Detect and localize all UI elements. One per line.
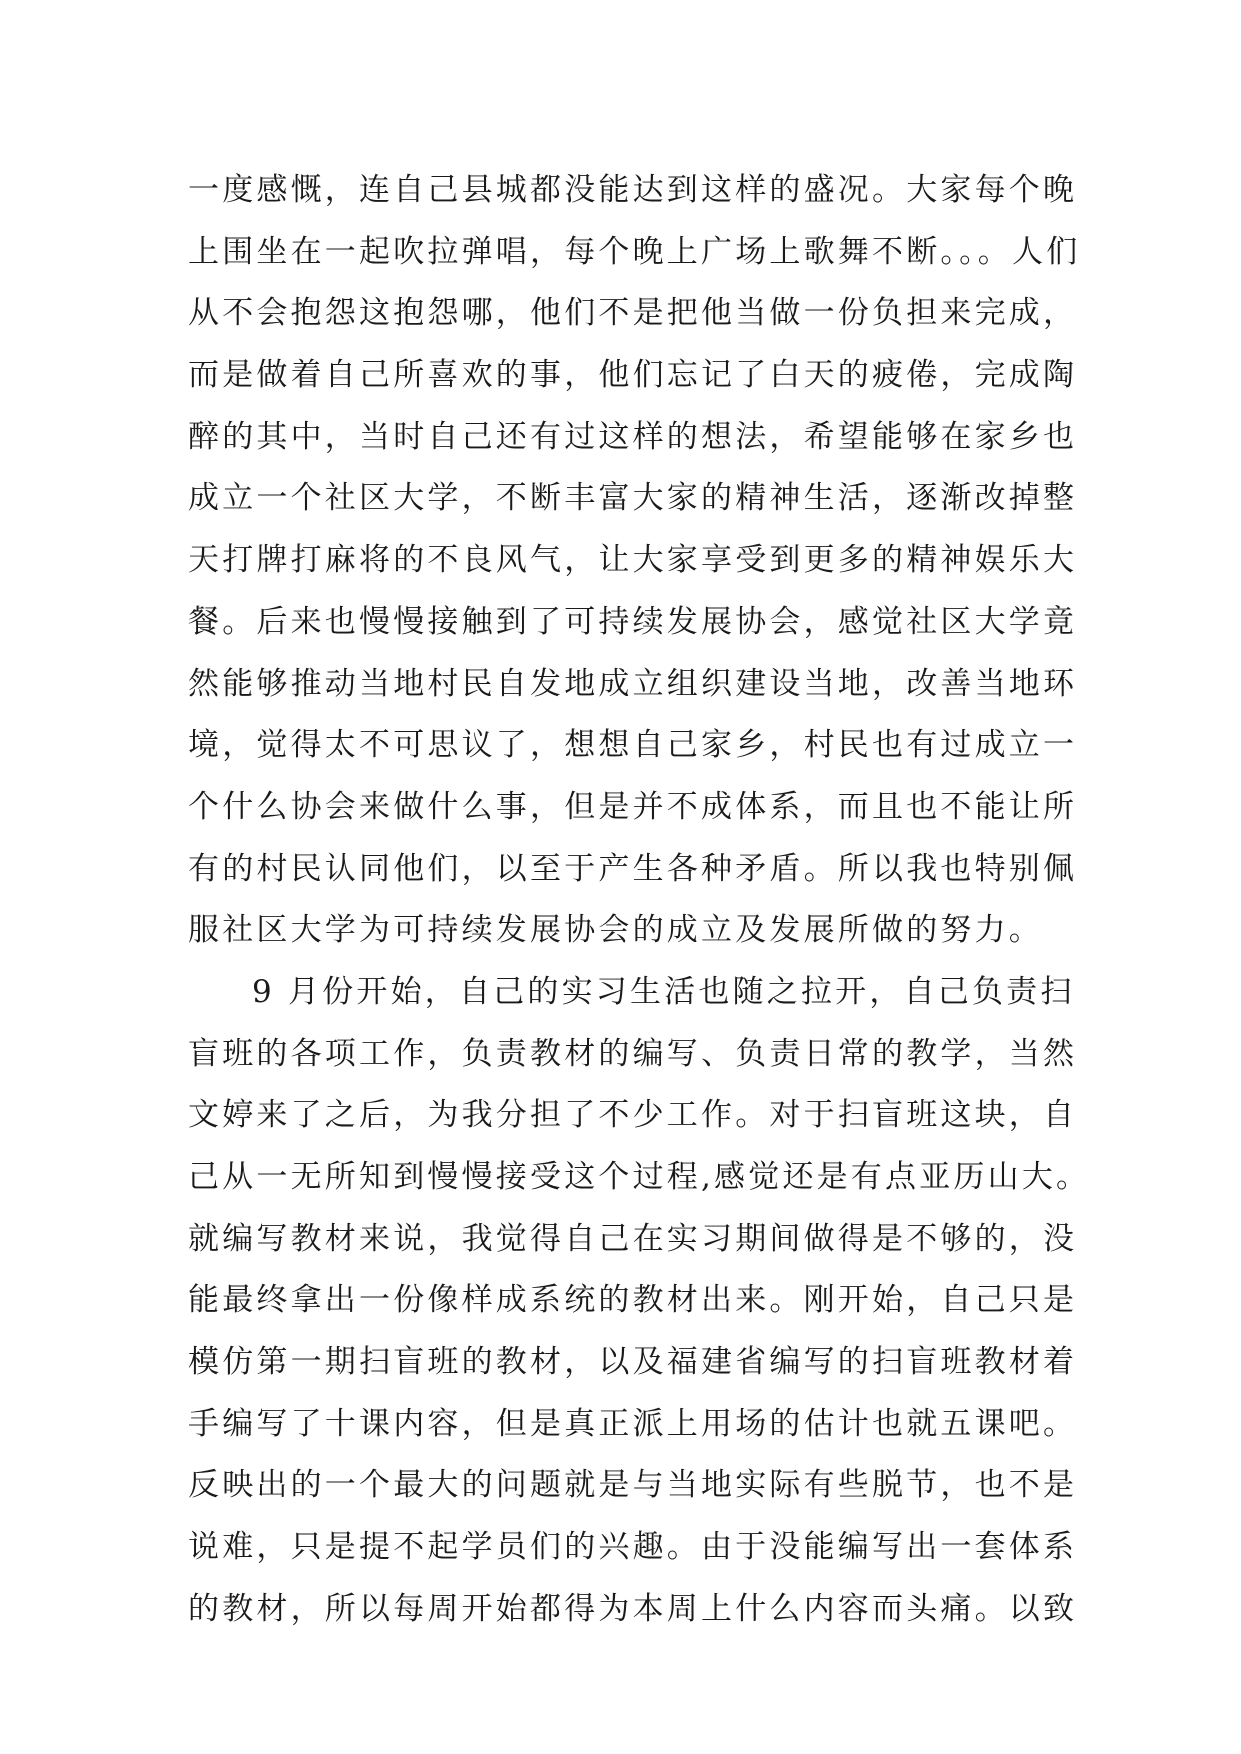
text-line: 境，觉得太不可思议了，想想自己家乡，村民也有过成立一 — [188, 727, 1078, 764]
text-line: 餐。后来也慢慢接触到了可持续发展协会，感觉社区大学竟 — [188, 603, 1078, 640]
text-line: 个什么协会来做什么事，但是并不成体系，而且也不能让所 — [188, 788, 1078, 825]
text-line: 就编写教材来说，我觉得自己在实习期间做得是不够的，没 — [188, 1220, 1078, 1257]
text-line: 从不会抱怨这抱怨哪，他们不是把他当做一份负担来完成， — [188, 295, 1078, 332]
text-line: 然能够推动当地村民自发地成立组织建设当地，改善当地环 — [188, 665, 1078, 702]
text-line: 反映出的一个最大的问题就是与当地实际有些脱节，也不是 — [188, 1467, 1078, 1504]
text-line: 模仿第一期扫盲班的教材，以及福建省编写的扫盲班教材着 — [188, 1344, 1078, 1381]
paragraph-start-line: 9 月份开始，自己的实习生活也随之拉开，自己负责扫 — [252, 973, 1075, 1010]
text-line: 盲班的各项工作，负责教材的编写、负责日常的教学，当然 — [188, 1035, 1078, 1072]
text-line: 服社区大学为可持续发展协会的成立及发展所做的努力。 — [188, 912, 1043, 949]
text-line: 己从一无所知到慢慢接受这个过程,感觉还是有点亚历山大。 — [188, 1159, 1091, 1195]
text-line: 醉的其中，当时自己还有过这样的想法，希望能够在家乡也 — [188, 418, 1078, 455]
text-line: 成立一个社区大学，不断丰富大家的精神生活，逐渐改掉整 — [188, 480, 1078, 517]
text-line: 手编写了十课内容，但是真正派上用场的估计也就五课吧。 — [188, 1405, 1078, 1442]
text-line: 有的村民认同他们，以至于产生各种矛盾。所以我也特别佩 — [188, 850, 1078, 887]
text-line: 一度感慨，连自己县城都没能达到这样的盛况。大家每个晚 — [188, 172, 1078, 208]
text-line: 的教材，所以每周开始都得为本周上什么内容而头痛。以致 — [188, 1590, 1078, 1627]
text-line: 上围坐在一起吹拉弹唱，每个晚上广场上歌舞不断。。。人们 — [188, 233, 1081, 270]
text-line: 而是做着自己所喜欢的事，他们忘记了白天的疲倦，完成陶 — [188, 357, 1078, 394]
text-line: 能最终拿出一份像样成系统的教材出来。刚开始，自己只是 — [188, 1282, 1078, 1319]
text-line: 说难，只是提不起学员们的兴趣。由于没能编写出一套体系 — [188, 1529, 1078, 1566]
body-text — [188, 160, 1091, 1641]
text-line: 天打牌打麻将的不良风气，让大家享受到更多的精神娱乐大 — [188, 542, 1078, 579]
text-line: 文婷来了之后，为我分担了不少工作。对于扫盲班这块，自 — [188, 1097, 1078, 1134]
